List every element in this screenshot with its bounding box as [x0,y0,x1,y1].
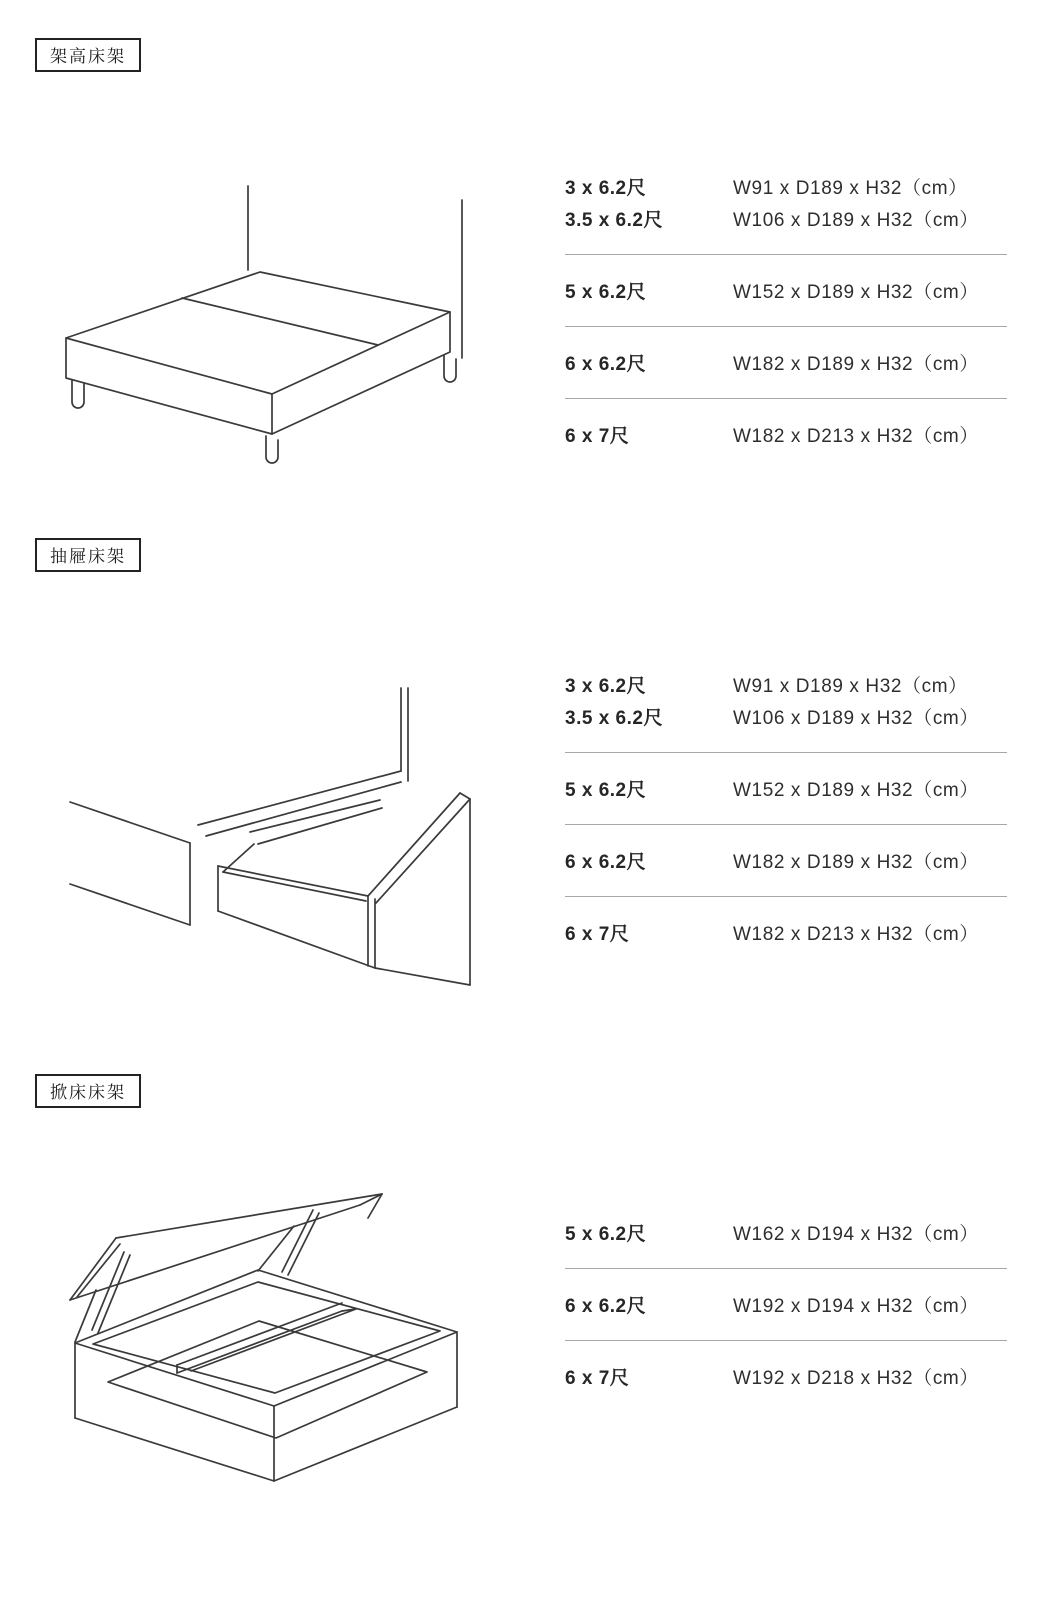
drawer-front-top-edge [218,866,368,896]
bed-top-face [66,272,450,394]
bed-left-top-edge [70,802,190,843]
spec-table-raised-bed [565,170,1007,450]
box-rim-inner [93,1282,440,1393]
row-divider [565,752,1007,753]
drawer-panel-top-b [376,799,470,903]
divider-far-cap [342,1309,356,1311]
drawer-bottom-right-edge [375,968,470,985]
box-bottom-right-edge [274,1407,457,1481]
bed-leg-right [444,355,456,382]
size-label: 3.5 x 6.2尺 [565,209,663,231]
drawer-bed-illustration [50,660,520,990]
row-divider [565,326,1007,327]
row-divider [565,1340,1007,1341]
size-label: 3.5 x 6.2尺 [565,707,663,729]
dimensions-value: W91 x D189 x H32（cm） [733,177,968,199]
spec-row [565,916,1007,948]
spec-row [565,346,1007,378]
gas-strut-left-b [98,1255,130,1333]
size-label: 3 x 6.2尺 [565,675,647,697]
spec-table-drawer-bed [565,668,1007,948]
dimensions-value: W192 x D194 x H32（cm） [733,1295,979,1317]
row-divider [565,896,1007,897]
spec-row [565,202,1007,234]
size-label: 3 x 6.2尺 [565,177,647,199]
bed-back-rail-bottom [206,782,401,836]
spec-row [565,1360,1007,1392]
spec-row [565,668,1007,700]
lid-upper-edge [116,1194,382,1238]
box-rim-outer [75,1270,457,1406]
size-label: 6 x 7尺 [565,1367,630,1389]
row-divider [565,1268,1007,1269]
dimensions-value: W162 x D194 x H32（cm） [733,1223,979,1245]
lift-bed-illustration [50,1150,520,1570]
divider-top-b [191,1309,356,1371]
spec-row [565,418,1007,450]
size-label: 6 x 6.2尺 [565,1295,647,1317]
spec-row [565,772,1007,804]
bed-leg-left [72,380,84,408]
spec-table-lift-bed [565,1216,1007,1392]
dimensions-value: W182 x D213 x H32（cm） [733,923,979,945]
dimensions-value: W152 x D189 x H32（cm） [733,281,979,303]
size-label: 5 x 6.2尺 [565,1223,647,1245]
section-title-lift-bed: 掀床床架 [35,1074,141,1108]
spec-row [565,1216,1007,1248]
bed-top-seam [182,298,378,345]
spec-row [565,700,1007,732]
dimensions-value: W106 x D189 x H32（cm） [733,209,979,231]
size-label: 6 x 7尺 [565,425,630,447]
spec-row [565,844,1007,876]
drawer-panel-tip [460,793,470,799]
gas-strut-right-b [288,1213,319,1275]
divider-top-a [177,1303,342,1365]
row-divider [565,254,1007,255]
raised-bed-illustration [50,150,520,470]
dimensions-value: W106 x D189 x H32（cm） [733,707,979,729]
bed-leg-front [266,436,278,463]
row-divider [565,398,1007,399]
size-label: 5 x 6.2尺 [565,281,647,303]
dimensions-value: W182 x D213 x H32（cm） [733,425,979,447]
size-label: 6 x 6.2尺 [565,851,647,873]
bed-left-bottom-edge [70,884,190,925]
drawer-floor-left-edge [223,844,254,872]
dimensions-value: W192 x D218 x H32（cm） [733,1367,979,1389]
size-label: 6 x 7尺 [565,923,630,945]
dimensions-value: W91 x D189 x H32（cm） [733,675,968,697]
spec-row [565,1288,1007,1320]
section-title-drawer-bed: 抽屜床架 [35,538,141,572]
spec-row [565,274,1007,306]
size-label: 6 x 6.2尺 [565,353,647,375]
section-title-raised-bed: 架高床架 [35,38,141,72]
spec-row [565,170,1007,202]
gas-strut-right-a [282,1210,313,1272]
dimensions-value: W152 x D189 x H32（cm） [733,779,979,801]
dimensions-value: W182 x D189 x H32（cm） [733,851,979,873]
bed-front-right-face [272,312,450,434]
lid-left-end [70,1238,116,1300]
size-label: 5 x 6.2尺 [565,779,647,801]
drawer-front-bottom-edge [218,911,375,968]
dimensions-value: W182 x D189 x H32（cm） [733,353,979,375]
row-divider [565,824,1007,825]
lid-left-thickness [77,1244,120,1297]
drawer-floor-front-edge [223,872,366,901]
bed-back-rail-top [198,771,401,825]
